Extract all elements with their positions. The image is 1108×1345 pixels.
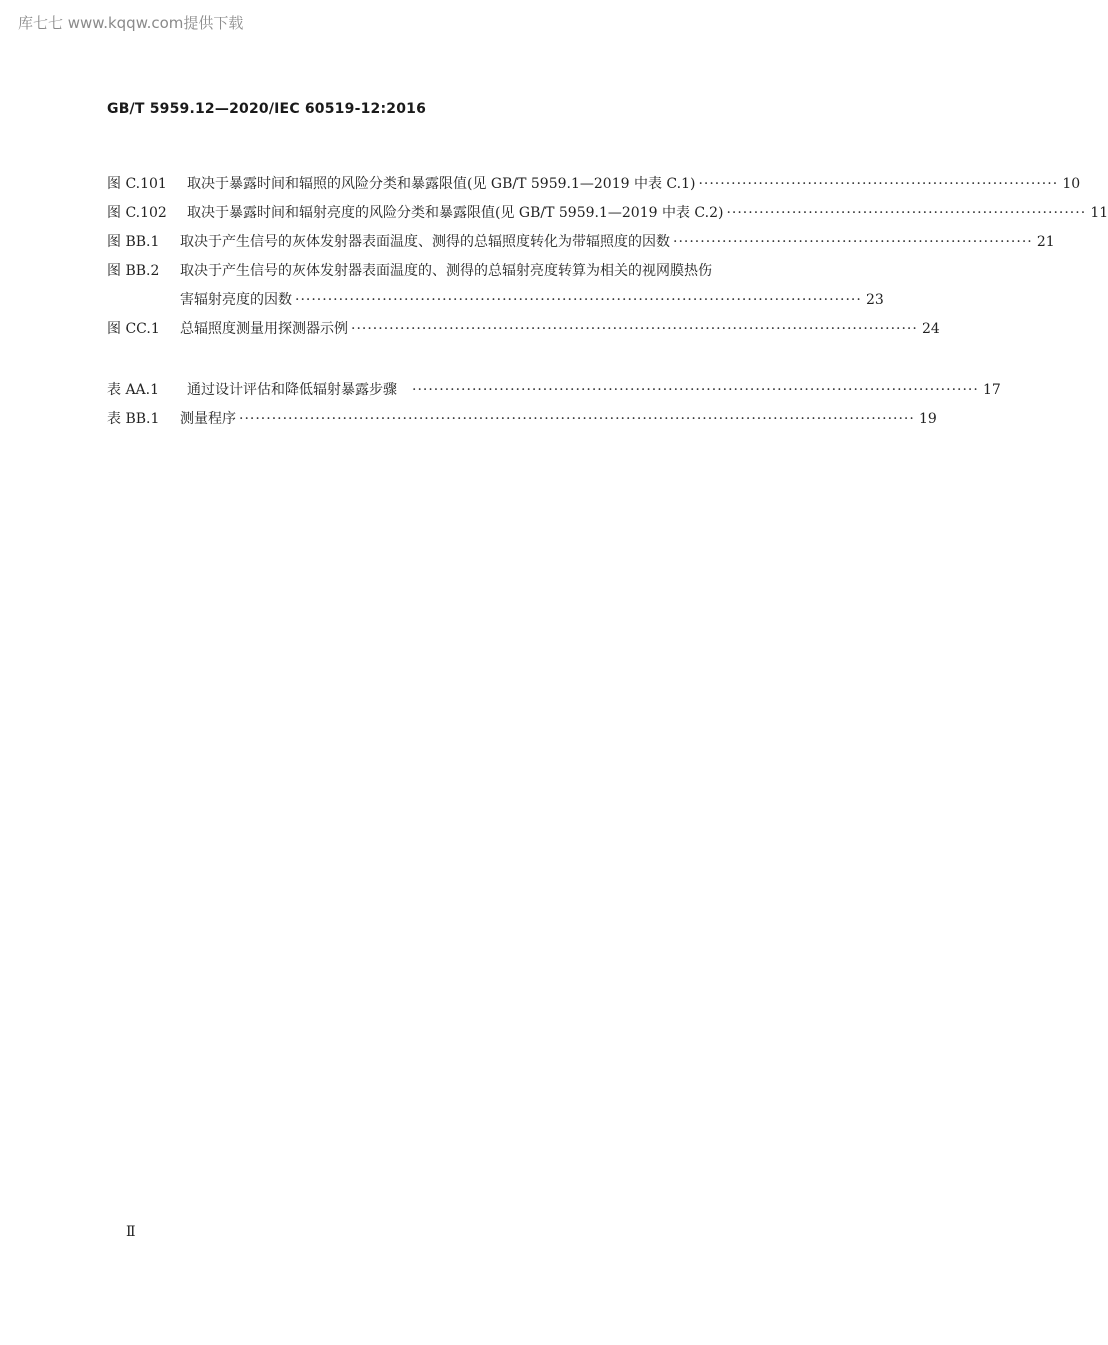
standard-number-header: GB/T 5959.12—2020/IEC 60519-12:2016 bbox=[107, 101, 427, 117]
entry-label: 表 BB.1 bbox=[107, 411, 160, 427]
dot-leader: ·································································· bbox=[673, 234, 1033, 250]
entry-title: 测量程序 bbox=[180, 411, 236, 427]
entry-title: 取决于产生信号的灰体发射器表面温度、测得的总辐照度转化为带辐照度的因数 bbox=[180, 234, 670, 250]
figure-list bbox=[107, 170, 1108, 344]
dot-leader: ···························································································································· bbox=[239, 411, 915, 427]
toc-entry-figure-c102[interactable] bbox=[107, 199, 1108, 228]
toc-entry-table-aa1[interactable] bbox=[107, 376, 1001, 405]
dot-leader: ·································································· bbox=[698, 176, 1059, 192]
entry-label: 表 AA.1 bbox=[107, 382, 160, 398]
entry-title: 取决于暴露时间和辐射亮度的风险分类和暴露限值(见 GB/T 5959.1—2019 中表 C.2) bbox=[187, 205, 724, 221]
entry-label: 图 C.102 bbox=[107, 205, 167, 221]
entry-page-number: 19 bbox=[919, 411, 937, 427]
entry-title: 取决于暴露时间和辐照的风险分类和暴露限值(见 GB/T 5959.1—2019 中表 C.1) bbox=[187, 176, 696, 192]
entry-title: 通过设计评估和降低辐射暴露步骤 bbox=[187, 382, 397, 398]
entry-title-line-2: 害辐射亮度的因数 bbox=[180, 292, 292, 308]
entry-page-number: 10 bbox=[1062, 176, 1081, 192]
entry-page-number: 24 bbox=[922, 321, 940, 337]
dot-leader: ········································································································ bbox=[295, 292, 862, 308]
entry-label: 图 CC.1 bbox=[107, 321, 160, 337]
dot-leader: ········································································································ bbox=[351, 321, 918, 337]
watermark-text: 库七七 www.kqqw.com提供下载 bbox=[18, 14, 244, 32]
toc-entry-figure-bb1[interactable] bbox=[107, 228, 1055, 257]
table-list bbox=[107, 376, 1001, 434]
page-folio: Ⅱ bbox=[126, 1224, 136, 1240]
entry-title-line-1: 取决于产生信号的灰体发射器表面温度的、测得的总辐射亮度转算为相关的视网膜热伤 bbox=[180, 263, 712, 279]
entry-label: 图 BB.2 bbox=[107, 263, 160, 279]
entry-label: 图 BB.1 bbox=[107, 234, 160, 250]
toc-entry-table-bb1[interactable] bbox=[107, 405, 937, 434]
toc-entry-figure-bb2[interactable] bbox=[107, 257, 884, 315]
entry-page-number: 11 bbox=[1090, 205, 1108, 221]
toc-entry-figure-cc1[interactable] bbox=[107, 315, 940, 344]
entry-page-number: 21 bbox=[1036, 234, 1055, 250]
toc-entry-figure-c101[interactable] bbox=[107, 170, 1081, 199]
dot-leader: ·································································· bbox=[726, 205, 1087, 221]
entry-page-number: 17 bbox=[983, 382, 1001, 398]
entry-page-number: 23 bbox=[866, 292, 884, 308]
entry-title: 总辐照度测量用探测器示例 bbox=[180, 321, 348, 337]
dot-leader: ········································································································ bbox=[412, 382, 979, 398]
entry-label: 图 C.101 bbox=[107, 176, 167, 192]
